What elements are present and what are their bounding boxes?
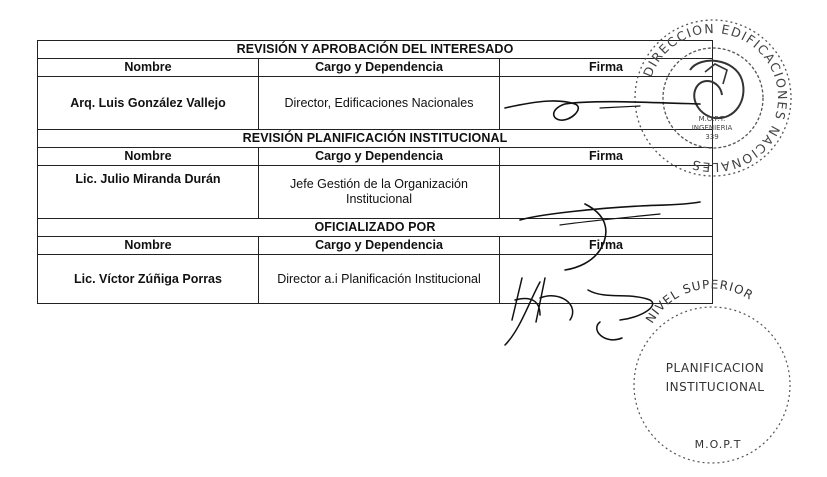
column-header-name: Nombre xyxy=(38,148,259,166)
stamp-center-line: M.O.P.T. xyxy=(698,115,726,123)
table-row xyxy=(38,255,713,304)
column-header-signature: Firma xyxy=(500,148,713,166)
stamp-center-line: PLANIFICACION xyxy=(665,361,765,375)
edificaciones-ring-text: DIRECCION EDIFICACIONES NACIONALES xyxy=(639,20,791,176)
person-name: Arq. Luis González Vallejo xyxy=(38,77,259,130)
person-role: Director, Edificaciones Nacionales xyxy=(259,77,500,130)
section-header-row xyxy=(38,41,713,59)
section-header-row xyxy=(38,219,713,237)
signature-cell xyxy=(500,77,713,130)
table-row xyxy=(38,77,713,130)
section-title-oficializado: OFICIALIZADO POR xyxy=(38,219,713,237)
planificacion-bottom-text: M.O.P.T xyxy=(694,438,742,451)
column-header-row xyxy=(38,237,713,255)
person-role: Jefe Gestión de la Organización Institucional xyxy=(259,166,500,219)
person-role: Director a.i Planificación Institucional xyxy=(259,255,500,304)
signature-cell xyxy=(500,255,713,304)
column-header-role: Cargo y Dependencia xyxy=(259,237,500,255)
person-name: Lic. Julio Miranda Durán xyxy=(38,166,259,219)
planificacion-stamp xyxy=(634,307,790,463)
section-header-row xyxy=(38,130,713,148)
planificacion-top-text: NIVEL SUPERIOR xyxy=(642,277,757,326)
stamp-outer-ring xyxy=(634,307,790,463)
column-header-role: Cargo y Dependencia xyxy=(259,59,500,77)
column-header-signature: Firma xyxy=(500,59,713,77)
column-header-name: Nombre xyxy=(38,237,259,255)
section-title-planificacion: REVISIÓN PLANIFICACIÓN INSTITUCIONAL xyxy=(38,130,713,148)
column-header-signature: Firma xyxy=(500,237,713,255)
column-header-row xyxy=(38,59,713,77)
stamp-center-line: INGENIERIA xyxy=(691,124,733,132)
person-name: Lic. Víctor Zúñiga Porras xyxy=(38,255,259,304)
table-row xyxy=(38,166,713,219)
section-title-interesado: REVISIÓN Y APROBACIÓN DEL INTERESADO xyxy=(38,41,713,59)
column-header-role: Cargo y Dependencia xyxy=(259,148,500,166)
approval-table xyxy=(37,40,713,304)
column-header-name: Nombre xyxy=(38,59,259,77)
signature-cell xyxy=(500,166,713,219)
column-header-row xyxy=(38,148,713,166)
stamp-center-line: INSTITUCIONAL xyxy=(665,380,765,394)
stamp-center-line: 339 xyxy=(705,133,719,141)
